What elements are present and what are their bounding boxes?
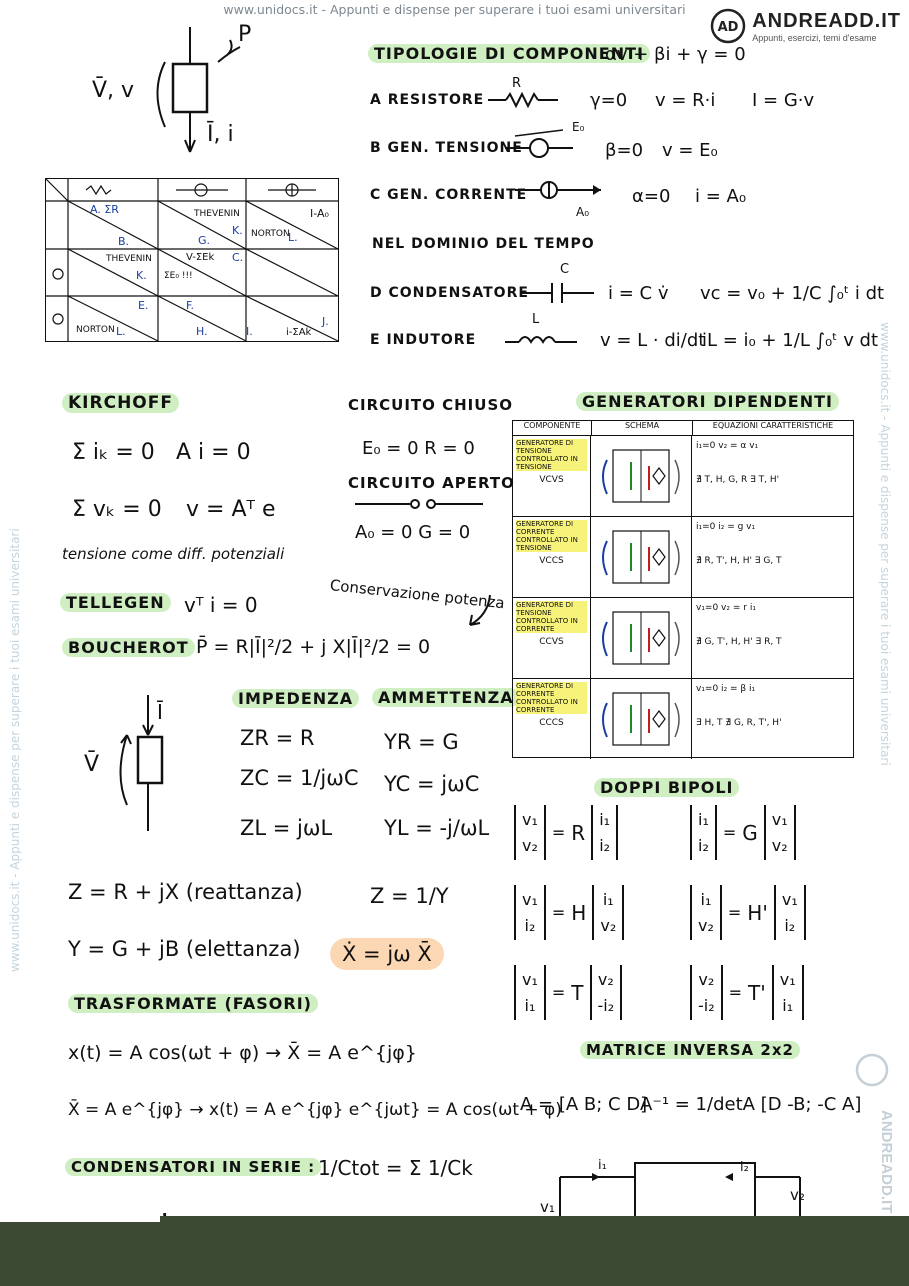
time-domain-title: NEL DOMINIO DEL TEMPO	[372, 236, 595, 252]
side-brand-logo	[852, 1050, 895, 1220]
generator-abbreviation: CCVS	[539, 637, 564, 648]
admittance-yc: YC = jωC	[384, 772, 480, 796]
generator-name-cell	[513, 679, 591, 759]
two-port-v2: v₂	[790, 1186, 805, 1204]
generator-schema-icon	[591, 679, 691, 759]
boucherot-eq: P̄ = R|Ī|²/2 + j X|Ī|²/2 = 0	[196, 636, 431, 658]
bipole-power-label: P	[238, 22, 252, 47]
two-port-matrix-label: T	[571, 980, 584, 1005]
generator-schema-icon	[591, 436, 691, 516]
watermark-left: www.unidocs.it - Appunti e dispense per superare i tuoi esami universitari	[8, 528, 22, 972]
two-port-equation: v₁ v₂ = R i₁ i₂	[514, 805, 618, 860]
admittance-title: AMMETTENZA	[372, 688, 520, 707]
dependent-generators-title: GENERATORI DIPENDENTI	[576, 392, 839, 411]
kirchoff-kvl-sum: Σ vₖ = 0	[72, 497, 162, 522]
admittance-yl: YL = -j/ωL	[384, 816, 490, 840]
two-port-title: DOPPI BIPOLI	[594, 778, 739, 797]
cell-a: A. ΣR	[90, 203, 119, 216]
inverse-matrix-title: MATRICE INVERSA 2x2	[580, 1041, 800, 1059]
kirchoff-kcl-matrix: A i = 0	[176, 440, 251, 465]
cell-i-2: I.	[246, 325, 253, 338]
generator-name: GENERATORE DI TENSIONE CONTROLLATO IN TENSIONE	[516, 439, 587, 471]
connection-table	[45, 178, 339, 342]
resistor-eq2: v = R·i	[655, 90, 716, 111]
two-port-matrix-label: T'	[748, 980, 766, 1005]
generator-abbreviation: CCCS	[539, 718, 564, 729]
cell-l-2: L.	[116, 325, 126, 338]
cell-k-2: K.	[136, 269, 147, 282]
header-equations: EQUAZIONI CARATTERISTICHE	[712, 421, 834, 430]
capacitor-sym-label: C	[560, 262, 570, 277]
cell-v-sum: V-ΣEk	[186, 252, 215, 263]
two-port-i1: i₁	[598, 1158, 607, 1173]
open-circuit-eq: A₀ = 0 G = 0	[355, 522, 471, 543]
two-port-sketch	[530, 1155, 810, 1217]
resistor-label: A RESISTORE	[370, 92, 485, 108]
closed-circuit-title: CIRCUITO CHIUSO	[348, 396, 513, 414]
impedance-zl: ZL = jωL	[240, 816, 333, 840]
generator-row	[513, 516, 853, 597]
two-port-equation: v₁ i₁ = T v₂ -i₂	[514, 965, 622, 1020]
boucherot-title: BOUCHEROT	[62, 638, 195, 657]
footer-notch	[0, 1208, 160, 1222]
voltage-source-label: B GEN. TENSIONE	[370, 140, 523, 156]
brand-tagline: Appunti, esercizi, temi d'esame	[752, 32, 877, 43]
generator-abbreviation: VCVS	[539, 475, 564, 486]
generator-note: ∃ H, T ∄ G, R, T', H'	[696, 717, 782, 728]
capacitor-eq1: i = C v̇	[608, 283, 669, 304]
cell-b: B.	[118, 235, 130, 248]
power-conservation-note: Conservazione potenza	[329, 576, 506, 613]
cell-norton-2: NORTON	[76, 325, 115, 335]
generator-row	[513, 436, 853, 516]
header-component: COMPONENTE	[513, 421, 592, 435]
impedance-formula: Z = R + jX (reattanza)	[68, 880, 303, 904]
series-capacitors-title: CONDENSATORI IN SERIE :	[65, 1158, 321, 1176]
generator-note: ∄ R, T', H, H' ∃ G, T	[696, 555, 782, 566]
two-port-equation: i₁ i₂ = G v₁ v₂	[690, 805, 796, 860]
components-general-eq: αv + βi + γ = 0	[605, 44, 746, 65]
generator-row	[513, 678, 853, 759]
cell-c: C.	[232, 251, 244, 264]
cell-thevenin-1: THEVENIN	[194, 209, 240, 219]
impedance-zc: ZC = 1/jωC	[240, 766, 359, 790]
generator-note: ∄ G, T', H, H' ∃ R, T	[696, 636, 782, 647]
voltage-source-sym-label: E₀	[572, 120, 585, 134]
resistor-symbol	[488, 80, 558, 108]
generator-row	[513, 597, 853, 678]
impedance-zr: ZR = R	[240, 726, 315, 750]
two-port-matrix-label: H	[571, 900, 587, 925]
cell-thevenin-2: THEVENIN	[106, 254, 152, 264]
generator-name: GENERATORE DI CORRENTE CONTROLLATO IN CORRENTE	[516, 682, 587, 714]
kirchoff-kvl-matrix: v = Aᵀ e	[186, 497, 276, 522]
conservation-arrow-icon	[460, 590, 500, 630]
cell-norton-1: NORTON	[251, 229, 290, 239]
two-port-v1: v₁	[540, 1198, 555, 1216]
phasor-transform-title: TRASFORMATE (FASORI)	[68, 994, 318, 1013]
generator-equations-cell	[692, 517, 853, 597]
generator-equation: v₁=0 i₂ = β i₁	[696, 684, 756, 694]
series-capacitors-eq: 1/Ctot = Σ 1/Ck	[318, 1156, 473, 1180]
generator-abbreviation: VCCS	[539, 556, 564, 567]
inductor-eq1: v = L · di/dt	[600, 330, 706, 351]
generator-equations-cell	[692, 436, 853, 516]
current-source-sym-label: A₀	[576, 205, 590, 219]
voltage-source-eq1: β=0	[605, 140, 644, 161]
resistor-eq1: γ=0	[590, 90, 628, 111]
cell-f: F.	[186, 299, 195, 312]
tellegen-title: TELLEGEN	[60, 593, 171, 612]
generators-rows	[513, 436, 853, 759]
impedance-current-label: Ī	[157, 700, 163, 724]
cell-j: J.	[322, 315, 329, 328]
generator-schema-icon	[591, 517, 691, 597]
svg-text:AD: AD	[717, 20, 739, 35]
brand-name: ANDREADD.IT	[752, 9, 901, 32]
cell-l-1: L.	[288, 231, 298, 244]
kirchoff-title: KIRCHOFF	[62, 393, 179, 413]
matrix-a: A = [A B; C D]	[520, 1094, 648, 1115]
generator-note: ∄ T, H, G, R ∃ T, H'	[696, 474, 780, 485]
kirchoff-kcl-sum: Σ iₖ = 0	[72, 440, 155, 465]
two-port-matrix-label: G	[742, 820, 758, 845]
z-inverse-y: Z = 1/Y	[370, 884, 449, 908]
impedance-voltage-label: V̄	[84, 752, 100, 777]
generator-name: GENERATORE DI CORRENTE CONTROLLATO IN TENSIONE	[516, 520, 587, 552]
generators-header	[513, 421, 853, 436]
current-source-eq2: i = A₀	[695, 186, 747, 207]
two-port-matrix-label: H'	[747, 900, 768, 925]
tellegen-eq: vᵀ i = 0	[184, 593, 258, 617]
two-port-matrix-label: R	[571, 820, 586, 845]
two-port-equation: v₁ i₂ = H i₁ v₂	[514, 885, 624, 940]
two-port-i2: i₂	[740, 1160, 749, 1175]
kirchoff-note: tensione come diff. potenziali	[62, 545, 285, 563]
generator-equation: i₁=0 i₂ = g v₁	[696, 522, 756, 532]
generator-schema-cell	[591, 679, 692, 759]
generator-schema-icon	[591, 598, 691, 678]
generator-equations-cell	[692, 598, 853, 678]
matrix-a-inverse: A⁻¹ = 1/detA [D -B; -C A]	[640, 1094, 862, 1115]
generator-name-cell	[513, 517, 591, 597]
current-source-eq1: α=0	[632, 186, 671, 207]
components-title: TIPOLOGIE DI COMPONENTI	[368, 44, 650, 63]
bipole-current-label: Ī, i	[207, 122, 234, 147]
generator-name-cell	[513, 598, 591, 678]
phasor-derivative: Ẋ = jω X̄	[330, 938, 444, 970]
dependent-generators-table	[512, 420, 854, 758]
watermark-top: www.unidocs.it - Appunti e dispense per superare i tuoi esami universitari	[223, 2, 686, 17]
inductor-sym-label: L	[532, 312, 540, 327]
cell-g: G.	[198, 234, 211, 247]
capacitor-eq2: vc = v₀ + 1/C ∫₀ᵗ i dt	[700, 283, 885, 304]
generator-equations-cell	[692, 679, 853, 759]
side-brand-name: ANDREADD.IT	[878, 1110, 895, 1214]
admittance-formula: Y = G + jB (elettanza)	[68, 937, 301, 961]
resistor-eq3: I = G·v	[752, 90, 815, 111]
cell-i-sum: i-ΣAk	[286, 327, 312, 338]
cell-e: E.	[138, 299, 149, 312]
closed-circuit-eq: E₀ = 0 R = 0	[362, 438, 475, 459]
watermark-right: www.unidocs.it - Appunti e dispense per superare i tuoi esami universitari	[878, 322, 892, 766]
phasor-transform-forward: x(t) = A cos(ωt + φ) → X̄ = A e^{jφ}	[68, 1042, 417, 1064]
generator-schema-cell	[591, 598, 692, 678]
current-source-label: C GEN. CORRENTE	[370, 187, 528, 203]
generator-schema-cell	[591, 436, 692, 516]
generator-equation: v₁=0 v₂ = r i₁	[696, 603, 756, 613]
open-circuit-title: CIRCUITO APERTO	[348, 474, 515, 492]
cell-k-1: K.	[232, 224, 243, 237]
inductor-label: E INDUTORE	[370, 332, 477, 348]
capacitor-label: D CONDENSATORE	[370, 285, 529, 301]
inductor-eq2: iL = i₀ + 1/L ∫₀ᵗ v dt	[702, 330, 879, 351]
footer-band	[0, 1216, 909, 1286]
bipole-voltage-label: V̄, v	[92, 78, 135, 103]
side-brand-icon	[852, 1050, 895, 1220]
open-circuit-symbol	[355, 494, 485, 514]
generator-name: GENERATORE DI TENSIONE CONTROLLATO IN CORRENTE	[516, 601, 587, 633]
header-schema: SCHEMA	[592, 421, 693, 435]
cell-h: H.	[196, 325, 208, 338]
brand-logo	[710, 8, 901, 44]
impedance-title: IMPEDENZA	[232, 689, 359, 708]
resistor-sym-label: R	[512, 76, 522, 91]
cell-warning: ΣE₀ !!!	[164, 271, 193, 281]
capacitor-symbol	[522, 280, 594, 306]
generator-name-cell	[513, 436, 591, 516]
voltage-source-eq2: v = E₀	[662, 140, 718, 161]
two-port-equation: i₁ v₂ = H' v₁ i₂	[690, 885, 806, 940]
generator-equation: i₁=0 v₂ = α v₁	[696, 441, 759, 451]
inductor-symbol	[505, 330, 577, 350]
brand-logo-icon	[710, 8, 746, 44]
admittance-yr: YR = G	[384, 730, 459, 754]
cell-i: I-A₀	[310, 207, 329, 220]
generator-schema-cell	[591, 517, 692, 597]
two-port-equation: v₂ -i₂ = T' v₁ i₁	[690, 965, 804, 1020]
current-source-symbol	[515, 178, 605, 202]
phasor-transform-inverse: X̄ = A e^{jφ} → x(t) = A e^{jφ} e^{jωt} = A cos(ωt + φ)	[68, 1100, 562, 1120]
